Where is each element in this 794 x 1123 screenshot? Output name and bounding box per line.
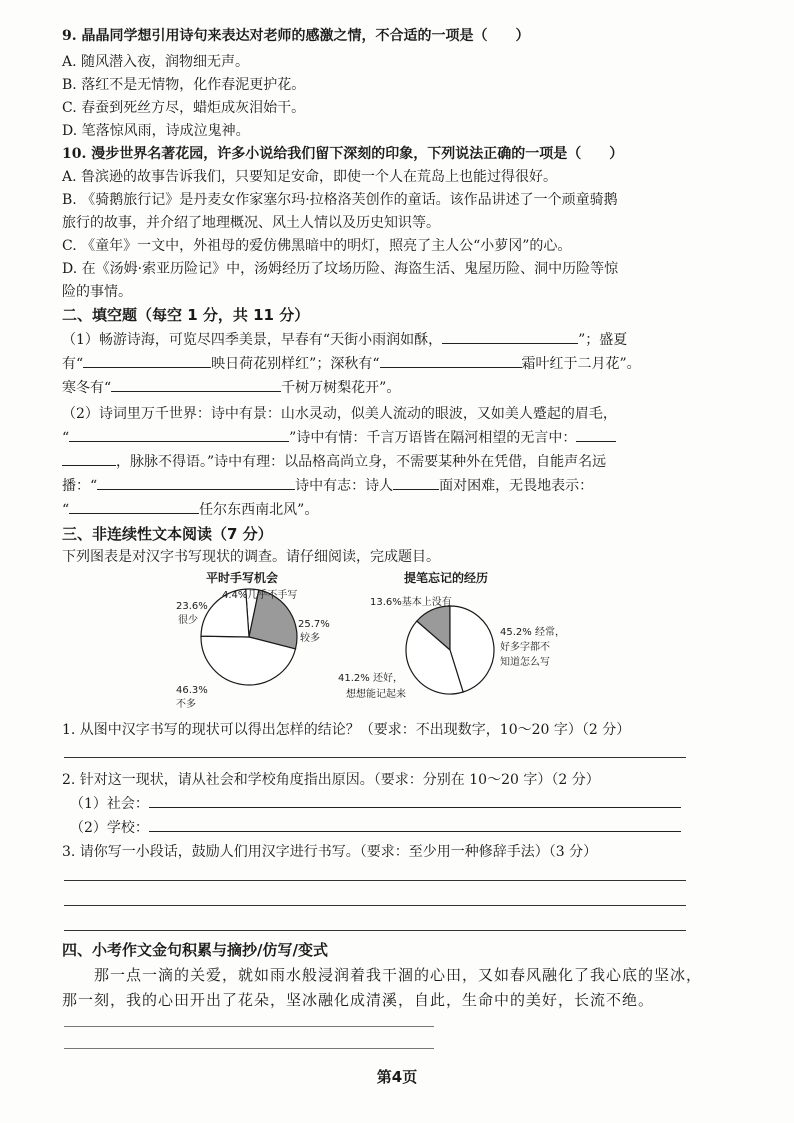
q10-option-d-line2: 险的事情。 (62, 284, 132, 300)
fill-line-1 (62, 330, 627, 350)
q9-option-d: D. 笔落惊风雨，诗成泣鬼神。 (62, 123, 250, 139)
chart-title: 平时手写机会 (206, 571, 279, 585)
answer-blank[interactable] (69, 428, 289, 442)
chart-title: 提笔忘记的经历 (404, 571, 489, 585)
q10-option-b-line1: B. 《骑鹅旅行记》是丹麦女作家塞尔玛·拉格洛芙创作的童话。该作品讲述了一个顽童骑鹅 (62, 192, 618, 208)
fill-line-2 (62, 354, 641, 374)
q9-option-b: B. 落红不是无情物，化作春泥更护花。 (62, 77, 306, 93)
fill-text: “ (62, 502, 70, 518)
sec3-q2-school (70, 818, 681, 838)
fill-text: ”；盛夏 (578, 332, 628, 348)
sec3-question-2: 2. 针对这一现状，请从社会和学校角度指出原因。（要求：分别在 10～20 字）（2 分） (62, 772, 600, 788)
fill-text: 千树万树梨花开”。 (281, 380, 401, 396)
slice-label: 45.2% 经常， (500, 627, 565, 638)
slice-label: 46.3% (176, 685, 208, 696)
fill-text: 映日荷花别样红”；深秋有“ (211, 356, 380, 372)
fill-line-3 (62, 378, 400, 398)
fill-line-4: （2）诗词里万千世界：诗中有景：山水灵动，似美人流动的眼波，又如美人蹙起的眉毛， (62, 406, 617, 422)
slice-label: 较多 (300, 633, 320, 644)
fill-text: （1）畅游诗海，可览尽四季美景，早春有“天街小雨润如酥， (62, 332, 443, 348)
fill-text: （1）社会： (70, 796, 149, 812)
answer-blank[interactable] (149, 794, 681, 808)
slice-label: 好多字都不 (500, 642, 550, 653)
slice-label: 想想能记起来 (346, 689, 406, 700)
q9-option-a: A. 随风潜入夜，润物细无声。 (62, 54, 250, 70)
slice-label: 25.7% (298, 619, 330, 630)
q9-stem: 9. 晶晶同学想引用诗句来表达对老师的感激之情，不合适的一项是（ ） (62, 28, 530, 44)
answer-line[interactable] (64, 1026, 434, 1027)
sec3-question-3: 3. 请你写一小段话，鼓励人们用汉字进行书写。（要求：至少用一种修辞手法）（3 分） (62, 844, 598, 860)
fill-text: 霜叶红于二月花”。 (521, 356, 641, 372)
essay-sentence-line-1: 那一点一滴的关爱，就如雨水般浸润着我干涸的心田，又如春风融化了我心底的坚冰， (94, 966, 703, 984)
slice-label: 13.6%基本上没有 (370, 597, 452, 608)
fill-text: 任尔东西南北风”。 (199, 502, 319, 518)
q10-option-c: C. 《童年》一文中，外祖母的爱仿佛黑暗中的明灯，照亮了主人公“小萝冈”的心。 (62, 238, 572, 254)
fill-text: ”诗中有情：千言万语皆在隔河相望的无言中： (289, 430, 577, 446)
essay-sentence-line-2: 那一刻，我的心田开出了花朵，坚冰融化成清溪，自此，生命中的美好，长流不绝。 (62, 991, 655, 1009)
sec3-question-1: 1. 从图中汉字书写的现状可以得出怎样的结论？（要求：不出现数字，10～20 字）（2 分） (62, 722, 631, 738)
answer-line[interactable] (64, 757, 686, 758)
answer-blank[interactable] (576, 428, 616, 442)
answer-blank[interactable] (69, 500, 199, 514)
answer-line[interactable] (64, 930, 686, 931)
answer-blank[interactable] (380, 354, 522, 368)
fill-text: （2）学校： (70, 820, 149, 836)
answer-line[interactable] (64, 1048, 434, 1049)
slice-label: 知道怎么写 (500, 657, 550, 668)
slice-label: 不多 (176, 699, 196, 710)
slice-label: 很少 (178, 615, 198, 626)
sec3-q2-social (70, 794, 681, 814)
q10-option-b-line2: 旅行的故事，并介绍了地理概况、风土人情以及历史知识等。 (62, 215, 440, 231)
page-number: 第4页 (376, 1068, 418, 1086)
fill-line-7 (62, 476, 593, 496)
answer-line[interactable] (64, 905, 686, 906)
fill-text: ，脉脉不得语。”诗中有理：以品格高尚立身，不需要某种外在凭借，自能声名远 (116, 454, 607, 470)
answer-line[interactable] (64, 880, 686, 881)
slice-label: 41.2% 还好， (338, 673, 403, 684)
fill-line-8 (62, 500, 318, 520)
answer-blank[interactable] (442, 330, 578, 344)
q9-option-c: C. 春蚕到死丝方尽，蜡炬成灰泪始干。 (62, 100, 306, 116)
section-3-title: 三、非连续性文本阅读（7 分） (62, 525, 273, 543)
fill-text: “ (62, 430, 70, 446)
fill-text: 面对困难，无畏地表示： (439, 478, 594, 494)
survey-charts (0, 565, 794, 715)
fill-line-5 (62, 428, 616, 448)
section-2-title: 二、填空题（每空 1 分，共 11 分） (62, 306, 310, 324)
fill-text: 诗中有志：诗人 (295, 478, 394, 494)
slice-label: 4.4%几乎不手写 (222, 590, 298, 601)
answer-blank[interactable] (111, 378, 281, 392)
fill-line-6 (62, 452, 606, 472)
section-3-intro: 下列图表是对汉字书写现状的调查。请仔细阅读，完成题目。 (62, 549, 440, 565)
fill-text: 播：“ (62, 478, 98, 494)
q10-option-d-line1: D. 在《汤姆·索亚历险记》中，汤姆经历了坟场历险、海盗生活、鬼屋历险、洞中历险等惊 (62, 261, 619, 277)
q10-option-a: A. 鲁滨逊的故事告诉我们，只要知足安命，即使一个人在荒岛上也能过得很好。 (62, 169, 558, 185)
answer-blank[interactable] (97, 476, 295, 490)
answer-blank[interactable] (83, 354, 211, 368)
answer-blank[interactable] (62, 452, 116, 466)
fill-text: 有“ (62, 356, 84, 372)
slice-label: 23.6% (176, 601, 208, 612)
fill-text: 寒冬有“ (62, 380, 112, 396)
answer-blank[interactable] (149, 818, 681, 832)
q10-stem: 10. 漫步世界名著花园，许多小说给我们留下深刻的印象，下列说法正确的一项是（ ） (62, 146, 624, 162)
answer-blank[interactable] (393, 476, 439, 490)
section-4-title: 四、小考作文金句积累与摘抄/仿写/变式 (62, 941, 328, 959)
